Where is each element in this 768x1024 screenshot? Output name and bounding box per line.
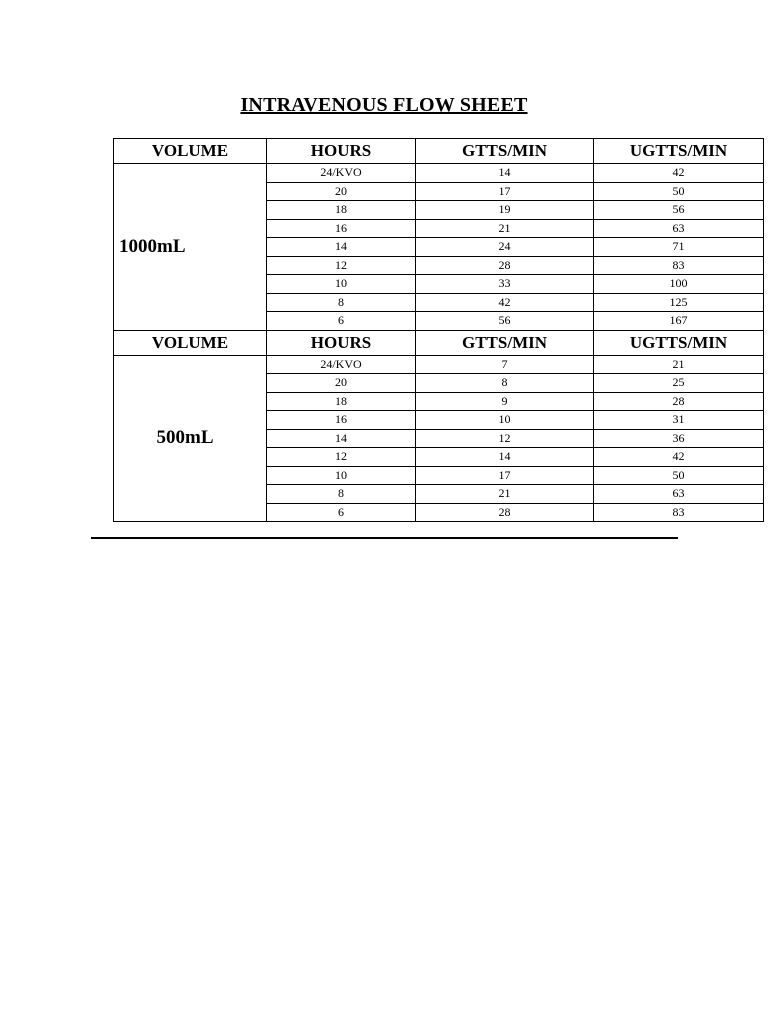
volume-cell: 1000mL	[114, 164, 267, 331]
hours-cell: 20	[267, 374, 416, 393]
gtts-cell: 24	[416, 238, 594, 257]
hours-cell: 10	[267, 466, 416, 485]
ugtts-cell: 63	[594, 485, 764, 504]
gtts-cell: 28	[416, 503, 594, 522]
hours-cell: 20	[267, 182, 416, 201]
ugtts-cell: 50	[594, 182, 764, 201]
hours-header: HOURS	[267, 139, 416, 164]
gtts-cell: 8	[416, 374, 594, 393]
hours-cell: 10	[267, 275, 416, 294]
gtts-header: GTTS/MIN	[416, 139, 594, 164]
ugtts-cell: 21	[594, 355, 764, 374]
hours-cell: 12	[267, 256, 416, 275]
section-header-row	[114, 139, 764, 164]
table-row	[114, 355, 764, 374]
ugtts-cell: 42	[594, 448, 764, 467]
hours-cell: 6	[267, 312, 416, 331]
gtts-cell: 10	[416, 411, 594, 430]
ugtts-cell: 42	[594, 164, 764, 183]
bottom-divider	[91, 537, 678, 539]
gtts-cell: 17	[416, 182, 594, 201]
flow-table	[113, 138, 764, 522]
gtts-cell: 14	[416, 164, 594, 183]
ugtts-cell: 50	[594, 466, 764, 485]
hours-cell: 18	[267, 201, 416, 220]
ugtts-cell: 83	[594, 256, 764, 275]
hours-cell: 24/KVO	[267, 164, 416, 183]
hours-cell: 24/KVO	[267, 355, 416, 374]
gtts-cell: 56	[416, 312, 594, 331]
hours-cell: 14	[267, 238, 416, 257]
hours-cell: 16	[267, 219, 416, 238]
hours-cell: 18	[267, 392, 416, 411]
gtts-header: GTTS/MIN	[416, 330, 594, 355]
section-header-row	[114, 330, 764, 355]
hours-header: HOURS	[267, 330, 416, 355]
volume-header: VOLUME	[114, 139, 267, 164]
ugtts-cell: 56	[594, 201, 764, 220]
ugtts-cell: 71	[594, 238, 764, 257]
gtts-cell: 21	[416, 485, 594, 504]
hours-cell: 8	[267, 485, 416, 504]
ugtts-header: UGTTS/MIN	[594, 139, 764, 164]
ugtts-cell: 125	[594, 293, 764, 312]
hours-cell: 14	[267, 429, 416, 448]
ugtts-cell: 100	[594, 275, 764, 294]
ugtts-cell: 36	[594, 429, 764, 448]
gtts-cell: 14	[416, 448, 594, 467]
hours-cell: 12	[267, 448, 416, 467]
ugtts-cell: 83	[594, 503, 764, 522]
ugtts-header: UGTTS/MIN	[594, 330, 764, 355]
gtts-cell: 17	[416, 466, 594, 485]
gtts-cell: 19	[416, 201, 594, 220]
volume-header: VOLUME	[114, 330, 267, 355]
hours-cell: 16	[267, 411, 416, 430]
ugtts-cell: 28	[594, 392, 764, 411]
gtts-cell: 28	[416, 256, 594, 275]
gtts-cell: 12	[416, 429, 594, 448]
hours-cell: 8	[267, 293, 416, 312]
volume-cell: 500mL	[114, 355, 267, 522]
hours-cell: 6	[267, 503, 416, 522]
gtts-cell: 33	[416, 275, 594, 294]
flow-table-body	[114, 139, 764, 522]
ugtts-cell: 63	[594, 219, 764, 238]
ugtts-cell: 25	[594, 374, 764, 393]
gtts-cell: 9	[416, 392, 594, 411]
table-row	[114, 164, 764, 183]
page-title: INTRAVENOUS FLOW SHEET	[240, 94, 528, 116]
ugtts-cell: 167	[594, 312, 764, 331]
gtts-cell: 42	[416, 293, 594, 312]
gtts-cell: 7	[416, 355, 594, 374]
gtts-cell: 21	[416, 219, 594, 238]
ugtts-cell: 31	[594, 411, 764, 430]
